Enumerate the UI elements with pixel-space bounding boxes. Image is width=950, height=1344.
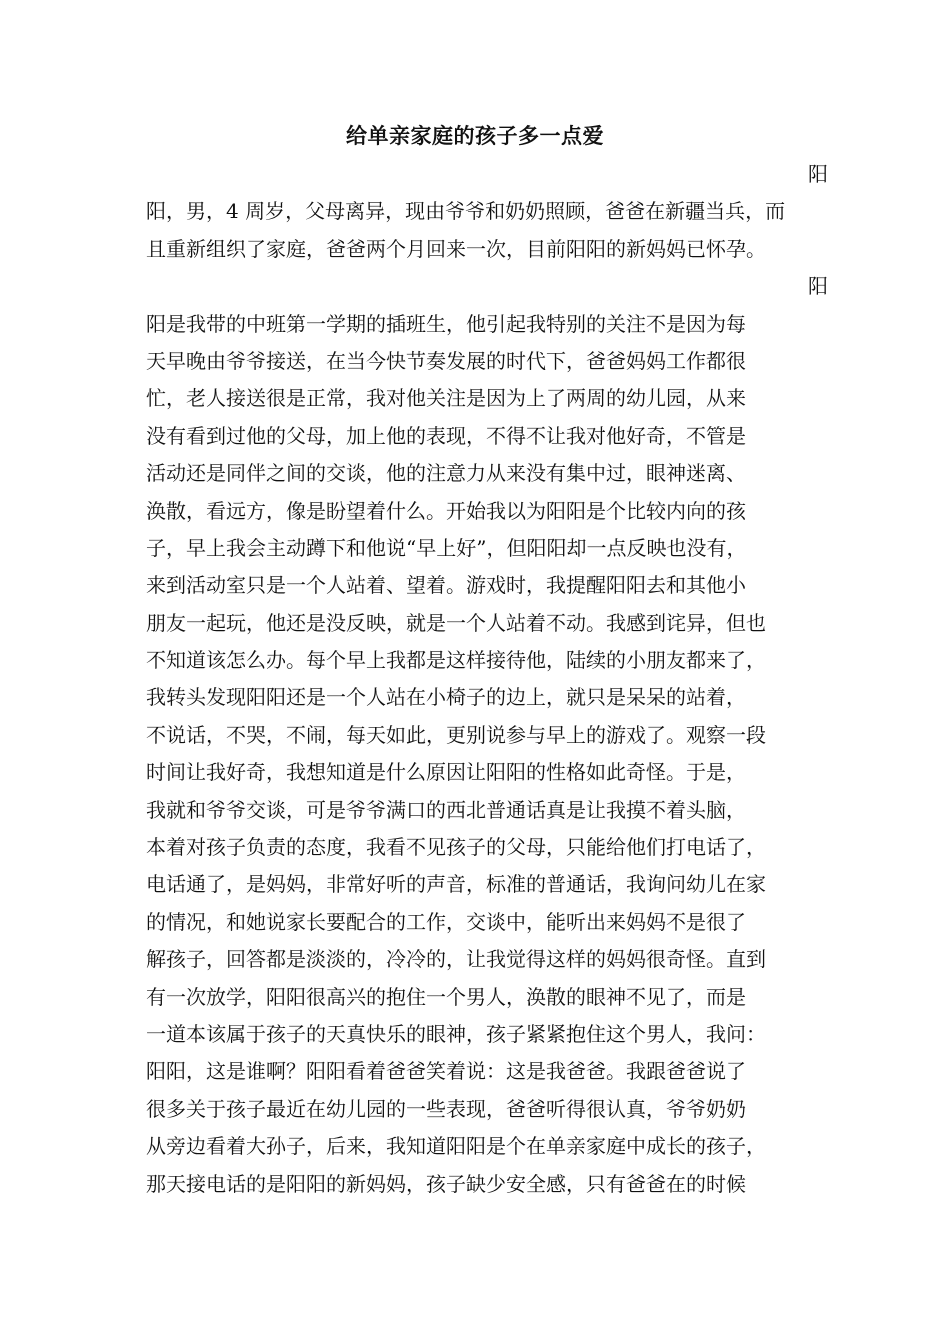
text-line: 我转头发现阳阳还是一个人站在小椅子的边上，就只是呆呆的站着， bbox=[146, 685, 746, 710]
text-line: 一道本该属于孩子的天真快乐的眼神，孩子紧紧抱住这个男人，我问： bbox=[146, 1021, 766, 1046]
text-line: 电话通了，是妈妈，非常好听的声音，标准的普通话，我询问幼儿在家 bbox=[146, 872, 766, 897]
text-line: 阳 bbox=[808, 274, 828, 299]
text-line: 子，早上我会主动蹲下和他说“早上好”，但阳阳却一点反映也没有， bbox=[146, 535, 747, 560]
text-line: 天早晚由爷爷接送，在当今快节奏发展的时代下，爸爸妈妈工作都很 bbox=[146, 348, 746, 373]
text-line: 阳是我带的中班第一学期的插班生，他引起我特别的关注不是因为每 bbox=[146, 311, 746, 336]
text-line: 那天接电话的是阳阳的新妈妈，孩子缺少安全感，只有爸爸在的时候 bbox=[146, 1171, 746, 1196]
text-line: 解孩子，回答都是淡淡的，冷冷的，让我觉得这样的妈妈很奇怪。直到 bbox=[146, 947, 766, 972]
document-body bbox=[146, 156, 828, 1203]
text-line: 阳，男，4 周岁，父母离异，现由爷爷和奶奶照顾，爸爸在新疆当兵，而 bbox=[146, 199, 786, 224]
text-line: 没有看到过他的父母，加上他的表现，不得不让我对他好奇，不管是 bbox=[146, 423, 746, 448]
text-line: 阳阳，这是谁啊？阳阳看着爸爸笑着说：这是我爸爸。我跟爸爸说了 bbox=[146, 1059, 746, 1084]
text-line: 涣散，看远方，像是盼望着什么。开始我以为阳阳是个比较内向的孩 bbox=[146, 498, 746, 523]
text-line: 时间让我好奇，我想知道是什么原因让阳阳的性格如此奇怪。于是， bbox=[146, 760, 746, 785]
text-line: 我就和爷爷交谈，可是爷爷满口的西北普通话真是让我摸不着头脑， bbox=[146, 797, 746, 822]
text-line: 且重新组织了家庭，爸爸两个月回来一次，目前阳阳的新妈妈已怀孕。 bbox=[146, 236, 766, 261]
text-line: 活动还是同伴之间的交谈，他的注意力从来没有集中过，眼神迷离、 bbox=[146, 461, 746, 486]
text-line: 不知道该怎么办。每个早上我都是这样接待他，陆续的小朋友都来了， bbox=[146, 648, 766, 673]
text-line: 不说话，不哭，不闹，每天如此，更别说参与早上的游戏了。观察一段 bbox=[146, 722, 766, 747]
text-line: 忙，老人接送很是正常，我对他关注是因为上了两周的幼儿园，从来 bbox=[146, 386, 746, 411]
document-title: 给单亲家庭的孩子多一点爱 bbox=[346, 123, 604, 148]
text-line: 本着对孩子负责的态度，我看不见孩子的父母，只能给他们打电话了， bbox=[146, 835, 766, 860]
text-line: 的情况，和她说家长要配合的工作，交谈中，能听出来妈妈不是很了 bbox=[146, 909, 746, 934]
text-line: 朋友一起玩，他还是没反映，就是一个人站着不动。我感到诧异，但也 bbox=[146, 610, 766, 635]
text-line: 来到活动室只是一个人站着、望着。游戏时，我提醒阳阳去和其他小 bbox=[146, 573, 746, 598]
text-line: 有一次放学，阳阳很高兴的抱住一个男人，涣散的眼神不见了，而是 bbox=[146, 984, 746, 1009]
text-line: 从旁边看着大孙子，后来，我知道阳阳是个在单亲家庭中成长的孩子， bbox=[146, 1134, 766, 1159]
text-line: 阳 bbox=[808, 162, 828, 186]
text-line: 很多关于孩子最近在幼儿园的一些表现，爸爸听得很认真，爷爷奶奶 bbox=[146, 1096, 746, 1121]
